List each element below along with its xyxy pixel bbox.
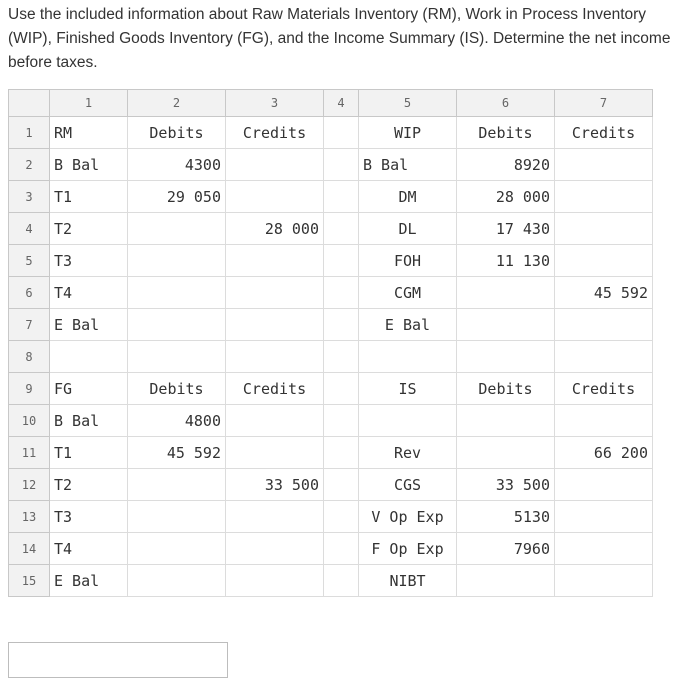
- table-cell[interactable]: T3: [50, 245, 128, 277]
- table-cell[interactable]: Credits: [555, 373, 653, 405]
- table-row: [9, 277, 653, 309]
- table-cell[interactable]: Debits: [128, 373, 226, 405]
- column-header: 1: [50, 90, 128, 117]
- table-cell[interactable]: Debits: [457, 117, 555, 149]
- table-cell[interactable]: T2: [50, 213, 128, 245]
- column-header: 2: [128, 90, 226, 117]
- table-row: [9, 309, 653, 341]
- table-cell[interactable]: 17 430: [457, 213, 555, 245]
- table-cell[interactable]: [128, 213, 226, 245]
- table-row: [9, 149, 653, 181]
- table-cell[interactable]: B Bal: [359, 149, 457, 181]
- table-row: [9, 565, 653, 597]
- table-cell[interactable]: [324, 181, 359, 213]
- table-cell[interactable]: [226, 245, 324, 277]
- table-cell[interactable]: T1: [50, 437, 128, 469]
- table-cell[interactable]: [555, 405, 653, 437]
- column-header: 4: [324, 90, 359, 117]
- table-cell[interactable]: [457, 277, 555, 309]
- table-cell[interactable]: [359, 341, 457, 373]
- row-number: 10: [9, 405, 50, 437]
- table-row: [9, 533, 653, 565]
- row-number: 14: [9, 533, 50, 565]
- table-cell[interactable]: E Bal: [359, 309, 457, 341]
- table-cell[interactable]: [324, 277, 359, 309]
- table-cell[interactable]: T1: [50, 181, 128, 213]
- table-cell[interactable]: [555, 341, 653, 373]
- table-cell[interactable]: FOH: [359, 245, 457, 277]
- table-cell[interactable]: [457, 309, 555, 341]
- table-cell[interactable]: E Bal: [50, 309, 128, 341]
- row-number: 13: [9, 501, 50, 533]
- table-cell[interactable]: T3: [50, 501, 128, 533]
- table-row: [9, 501, 653, 533]
- table-cell[interactable]: 33 500: [457, 469, 555, 501]
- row-number: 3: [9, 181, 50, 213]
- table-row: [9, 437, 653, 469]
- table-cell[interactable]: [226, 533, 324, 565]
- table-row: [9, 117, 653, 149]
- row-number: 4: [9, 213, 50, 245]
- table-cell[interactable]: Credits: [226, 373, 324, 405]
- answer-input[interactable]: [8, 642, 228, 678]
- table-cell[interactable]: [128, 533, 226, 565]
- table-row: [9, 213, 653, 245]
- table-cell[interactable]: DM: [359, 181, 457, 213]
- table-cell[interactable]: 66 200: [555, 437, 653, 469]
- table-cell[interactable]: [555, 213, 653, 245]
- table-cell[interactable]: CGS: [359, 469, 457, 501]
- table-row: [9, 245, 653, 277]
- row-number: 12: [9, 469, 50, 501]
- table-cell[interactable]: 8920: [457, 149, 555, 181]
- table-row: [9, 469, 653, 501]
- table-cell[interactable]: WIP: [359, 117, 457, 149]
- table-cell[interactable]: CGM: [359, 277, 457, 309]
- table-cell[interactable]: [555, 245, 653, 277]
- table-row: [9, 341, 653, 373]
- table-cell[interactable]: 45 592: [128, 437, 226, 469]
- table-cell[interactable]: [128, 245, 226, 277]
- table-cell[interactable]: 11 130: [457, 245, 555, 277]
- row-number: 6: [9, 277, 50, 309]
- table-cell[interactable]: [457, 341, 555, 373]
- table-cell[interactable]: [555, 533, 653, 565]
- row-number: 9: [9, 373, 50, 405]
- table-cell[interactable]: [226, 437, 324, 469]
- table-cell[interactable]: T2: [50, 469, 128, 501]
- ledger-table: [8, 89, 653, 597]
- column-header: 6: [457, 90, 555, 117]
- table-cell[interactable]: [128, 309, 226, 341]
- table-cell[interactable]: E Bal: [50, 565, 128, 597]
- row-number: 5: [9, 245, 50, 277]
- table-cell[interactable]: Credits: [555, 117, 653, 149]
- table-cell[interactable]: [324, 469, 359, 501]
- column-header: 7: [555, 90, 653, 117]
- table-cell[interactable]: [457, 565, 555, 597]
- table-cell[interactable]: [128, 501, 226, 533]
- table-cell[interactable]: [457, 405, 555, 437]
- table-cell[interactable]: 29 050: [128, 181, 226, 213]
- table-cell[interactable]: Debits: [128, 117, 226, 149]
- table-cell[interactable]: [555, 149, 653, 181]
- table-cell[interactable]: [226, 277, 324, 309]
- row-number: 11: [9, 437, 50, 469]
- table-cell[interactable]: 45 592: [555, 277, 653, 309]
- table-cell[interactable]: [226, 309, 324, 341]
- table-cell[interactable]: [324, 373, 359, 405]
- table-cell[interactable]: V Op Exp: [359, 501, 457, 533]
- corner-cell: [9, 90, 50, 117]
- row-number: 1: [9, 117, 50, 149]
- column-header-row: [9, 90, 653, 117]
- table-cell[interactable]: [226, 565, 324, 597]
- table-cell[interactable]: [226, 149, 324, 181]
- table-cell[interactable]: [555, 501, 653, 533]
- table-cell[interactable]: B Bal: [50, 149, 128, 181]
- table-cell[interactable]: FG: [50, 373, 128, 405]
- table-cell[interactable]: [555, 469, 653, 501]
- table-cell[interactable]: 7960: [457, 533, 555, 565]
- question-text: Use the included information about Raw Materials Inventory (RM), Work in Process Inventory (WIP), Finished Goods Inventory (FG), and the Income Summary (IS). Determine the net income before taxes.: [8, 6, 671, 71]
- table-cell[interactable]: [555, 181, 653, 213]
- table-cell[interactable]: 28 000: [226, 213, 324, 245]
- table-cell[interactable]: B Bal: [50, 405, 128, 437]
- table-cell[interactable]: [226, 501, 324, 533]
- table-cell[interactable]: [226, 181, 324, 213]
- table-row: [9, 405, 653, 437]
- table-cell[interactable]: [324, 213, 359, 245]
- table-cell[interactable]: F Op Exp: [359, 533, 457, 565]
- table-cell[interactable]: [324, 117, 359, 149]
- table-row: [9, 181, 653, 213]
- table-cell[interactable]: [128, 277, 226, 309]
- table-cell[interactable]: [359, 405, 457, 437]
- table-cell[interactable]: [128, 469, 226, 501]
- table-cell[interactable]: 4300: [128, 149, 226, 181]
- table-cell[interactable]: [324, 565, 359, 597]
- column-header: 5: [359, 90, 457, 117]
- table-cell[interactable]: [324, 533, 359, 565]
- table-cell[interactable]: [457, 437, 555, 469]
- table-cell[interactable]: [324, 501, 359, 533]
- table-cell[interactable]: [555, 309, 653, 341]
- table-cell[interactable]: 28 000: [457, 181, 555, 213]
- row-number: 7: [9, 309, 50, 341]
- table-cell[interactable]: 4800: [128, 405, 226, 437]
- table-cell[interactable]: [324, 437, 359, 469]
- row-number: 8: [9, 341, 50, 373]
- table-cell[interactable]: [555, 565, 653, 597]
- table-cell[interactable]: [324, 245, 359, 277]
- table-cell[interactable]: [50, 341, 128, 373]
- table-row: [9, 373, 653, 405]
- table-cell[interactable]: [226, 341, 324, 373]
- table-cell[interactable]: [128, 341, 226, 373]
- table-cell[interactable]: RM: [50, 117, 128, 149]
- table-cell[interactable]: Rev: [359, 437, 457, 469]
- table-cell[interactable]: IS: [359, 373, 457, 405]
- table-cell[interactable]: [324, 149, 359, 181]
- row-number: 15: [9, 565, 50, 597]
- table-cell[interactable]: [226, 405, 324, 437]
- table-cell[interactable]: T4: [50, 533, 128, 565]
- table-cell[interactable]: 33 500: [226, 469, 324, 501]
- table-cell[interactable]: [128, 565, 226, 597]
- table-cell[interactable]: T4: [50, 277, 128, 309]
- table-cell[interactable]: [324, 309, 359, 341]
- column-header: 3: [226, 90, 324, 117]
- table-cell[interactable]: [324, 341, 359, 373]
- row-number: 2: [9, 149, 50, 181]
- table-cell[interactable]: NIBT: [359, 565, 457, 597]
- table-cell[interactable]: [324, 405, 359, 437]
- table-cell[interactable]: DL: [359, 213, 457, 245]
- table-cell[interactable]: Debits: [457, 373, 555, 405]
- table-cell[interactable]: Credits: [226, 117, 324, 149]
- table-cell[interactable]: 5130: [457, 501, 555, 533]
